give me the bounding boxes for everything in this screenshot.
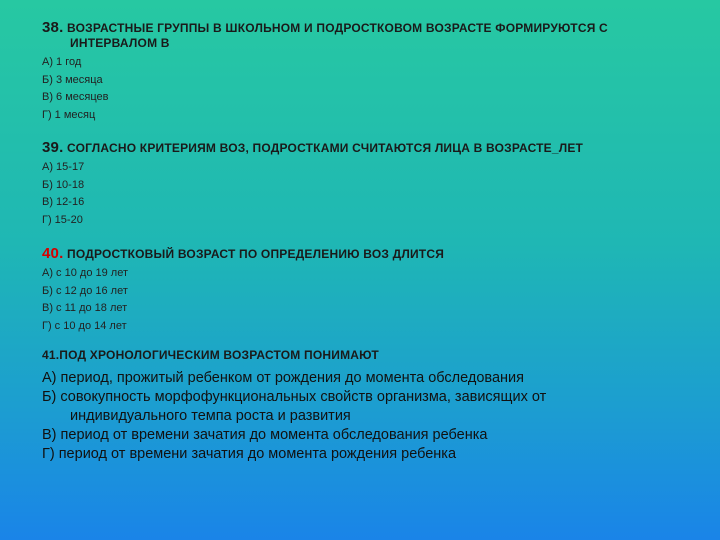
- question-41-title: [42, 348, 700, 363]
- question-39: [42, 140, 700, 229]
- question-41: [42, 348, 700, 464]
- option-b-line1: Б) совокупность морфофункциональных свойств организма, зависящих от: [42, 389, 547, 405]
- option-c: В) 12-16: [42, 196, 85, 208]
- question-40-title-text: ПОДРОСТКОВЫЙ ВОЗРАСТ ПО ОПРЕДЕЛЕНИЮ ВОЗ ДЛИТСЯ: [67, 247, 445, 261]
- question-40: [42, 246, 700, 335]
- option-a: А) 15-17: [42, 161, 85, 173]
- question-39-number: 39.: [42, 139, 64, 156]
- question-39-options: [42, 159, 700, 229]
- question-38-options: [42, 54, 700, 124]
- option-c: В) 6 месяцев: [42, 91, 109, 103]
- question-41-options: [42, 369, 700, 464]
- option-b: Б) 3 месяца: [42, 73, 103, 86]
- question-41-title-text: ПОД ХРОНОЛОГИЧЕСКИМ ВОЗРАСТОМ ПОНИМАЮТ: [59, 348, 379, 362]
- option-c: В) с 11 до 18 лет: [42, 302, 128, 314]
- option-a: А) 1 год: [42, 56, 82, 68]
- question-38: [42, 20, 700, 124]
- question-41-number: 41.: [42, 348, 60, 362]
- question-39-title-text: СОГЛАСНО КРИТЕРИЯМ ВОЗ, ПОДРОСТКАМИ СЧИТАЮТСЯ ЛИЦА В ВОЗРАСТЕ_ЛЕТ: [67, 141, 584, 155]
- question-38-title-line2: ИНТЕРВАЛОМ В: [70, 36, 170, 50]
- question-38-number: 38.: [42, 19, 64, 36]
- option-d: Г) 1 месяц: [42, 108, 96, 121]
- option-b: Б) 10-18: [42, 178, 85, 191]
- option-d: Г) с 10 до 14 лет: [42, 319, 127, 332]
- question-39-title: [42, 140, 700, 156]
- option-a: А) период, прожитый ребенком от рождения до момента обследования: [42, 370, 524, 386]
- option-a: А) с 10 до 19 лет: [42, 267, 128, 279]
- option-b: Б) с 12 до 16 лет: [42, 284, 128, 297]
- question-38-title-line1: ВОЗРАСТНЫЕ ГРУППЫ В ШКОЛЬНОМ И ПОДРОСТКОВОМ ВОЗРАСТЕ ФОРМИРУЮТСЯ С: [67, 21, 608, 35]
- question-40-options: [42, 265, 700, 335]
- question-40-number: 40.: [42, 245, 64, 262]
- option-c: В) период от времени зачатия до момента обследования ребенка: [42, 427, 488, 443]
- question-38-title: [42, 20, 700, 51]
- option-b: [42, 388, 700, 426]
- question-40-title: [42, 246, 700, 262]
- option-d: Г) период от времени зачатия до момента рождения ребенка: [42, 446, 457, 462]
- option-b-line2: индивидуального темпа роста и развития: [70, 408, 351, 424]
- option-d: Г) 15-20: [42, 213, 83, 226]
